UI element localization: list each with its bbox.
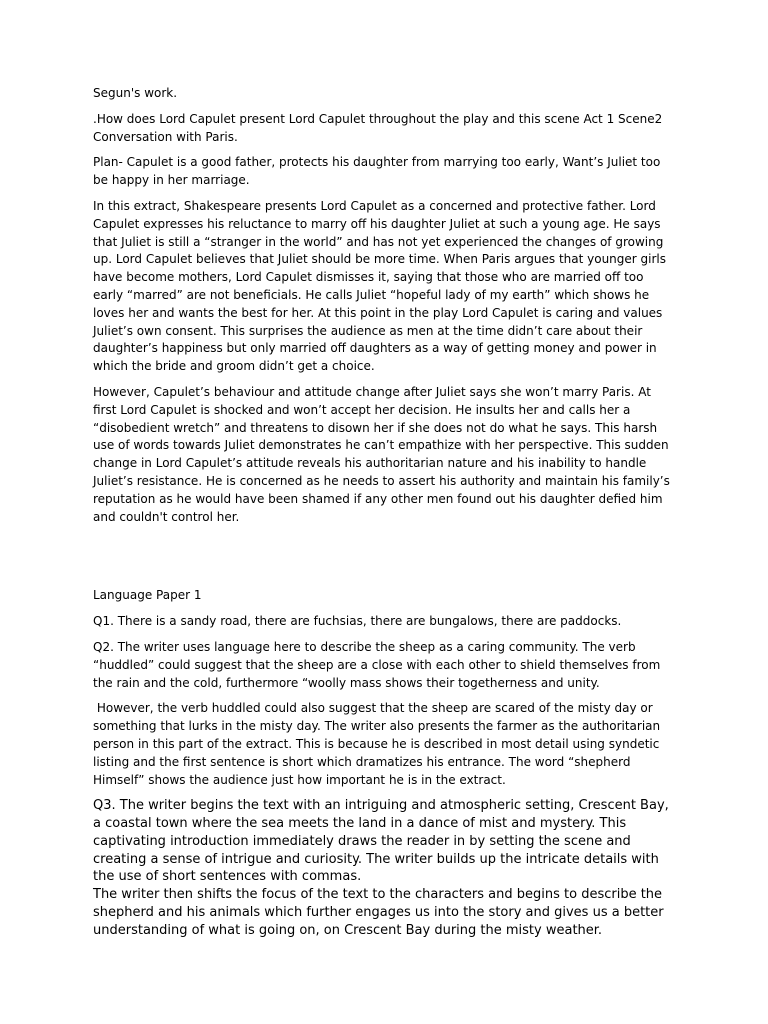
essay-question: .How does Lord Capulet present Lord Capulet throughout the play and this scene Act 1 Scene2 Conversation with Paris. bbox=[93, 111, 663, 144]
document-title: Segun's work. bbox=[93, 86, 178, 100]
answer-q3-part1: Q3. The writer begins the text with an intriguing and atmospheric setting, Crescent Bay, a coastal town where the sea meets the land in a dance of mist and mystery. This captivating introduction immediately draws the reader in by setting the scene and creating a sense of intrigue and curiosity. The writer builds up the intricate details with the use of short sentences with commas. bbox=[93, 798, 669, 885]
answer-q3-part2: The writer then shifts the focus of the text to the characters and begins to describe the shepherd and his animals which further engages us into the story and gives us a better understanding of what is going on, on Crescent Bay during the misty weather. bbox=[93, 887, 664, 938]
answer-q3 bbox=[93, 797, 675, 939]
essay-paragraph: However, Capulet’s behaviour and attitude change after Juliet says she won’t marry Paris. At first Lord Capulet is shocked and won’t accept her decision. He insults her and calls her a “disobedient wretch” and threatens to disown her if she does not do what he says. This harsh use of words towards Juliet demonstrates he can’t empathize with her perspective. This sudden change in Lord Capulet’s attitude reveals his authoritarian nature and his inability to handle Juliet’s resistance. He is concerned as he needs to assert his authority and maintain his family’s reputation as he would have been shamed if any other men found out his daughter defied him and couldn't control her. bbox=[93, 384, 670, 524]
section-heading: Language Paper 1 bbox=[93, 588, 202, 603]
essay-paragraph: In this extract, Shakespeare presents Lord Capulet as a concerned and protective father. Lord Capulet expresses his reluctance to marry off his daughter Juliet at such a young age. He says that Juliet is still a “stranger in the world” and has not yet experienced the changes of growing up. Lord Capulet believes that Juliet should be more time. When Paris argues that younger girls have become mothers, Lord Capulet dismisses it, saying that those who are married off too early “marred” are not beneficials. He calls Juliet “hopeful lady of my earth” which shows he loves her and wants the best for her. At this point in the play Lord Capulet is caring and values Juliet’s own consent. This surprises the audience as men at the time didn’t care about their daughter’s happiness but only married off daughters as a way of getting money and power in which the bride and groom didn’t get a choice. bbox=[93, 198, 666, 374]
answer-q1: Q1. There is a sandy road, there are fuchsias, there are bungalows, there are paddocks. bbox=[93, 614, 622, 629]
section-gap bbox=[93, 534, 675, 587]
document-page bbox=[93, 85, 675, 940]
answer-q2-continued: However, the verb huddled could also suggest that the sheep are scared of the misty day or something that lurks in the misty day. The writer also presents the farmer as the authoritarian person in this part of the extract. This is because he is described in most detail using syndetic listing and the first sentence is short which dramatizes his entrance. The word “shepherd Himself” shows the audience just how important he is in the extract. bbox=[93, 701, 664, 787]
essay-plan: Plan- Capulet is a good father, protects his daughter from marrying too early, Want’s Juliet too be happy in her marriage. bbox=[93, 155, 661, 188]
answer-q2: Q2. The writer uses language here to describe the sheep as a caring community. The verb “huddled” could suggest that the sheep are a close with each other to shield themselves from the rain and the cold, furthermore “woolly mass shows their togetherness and unity. bbox=[93, 639, 661, 690]
